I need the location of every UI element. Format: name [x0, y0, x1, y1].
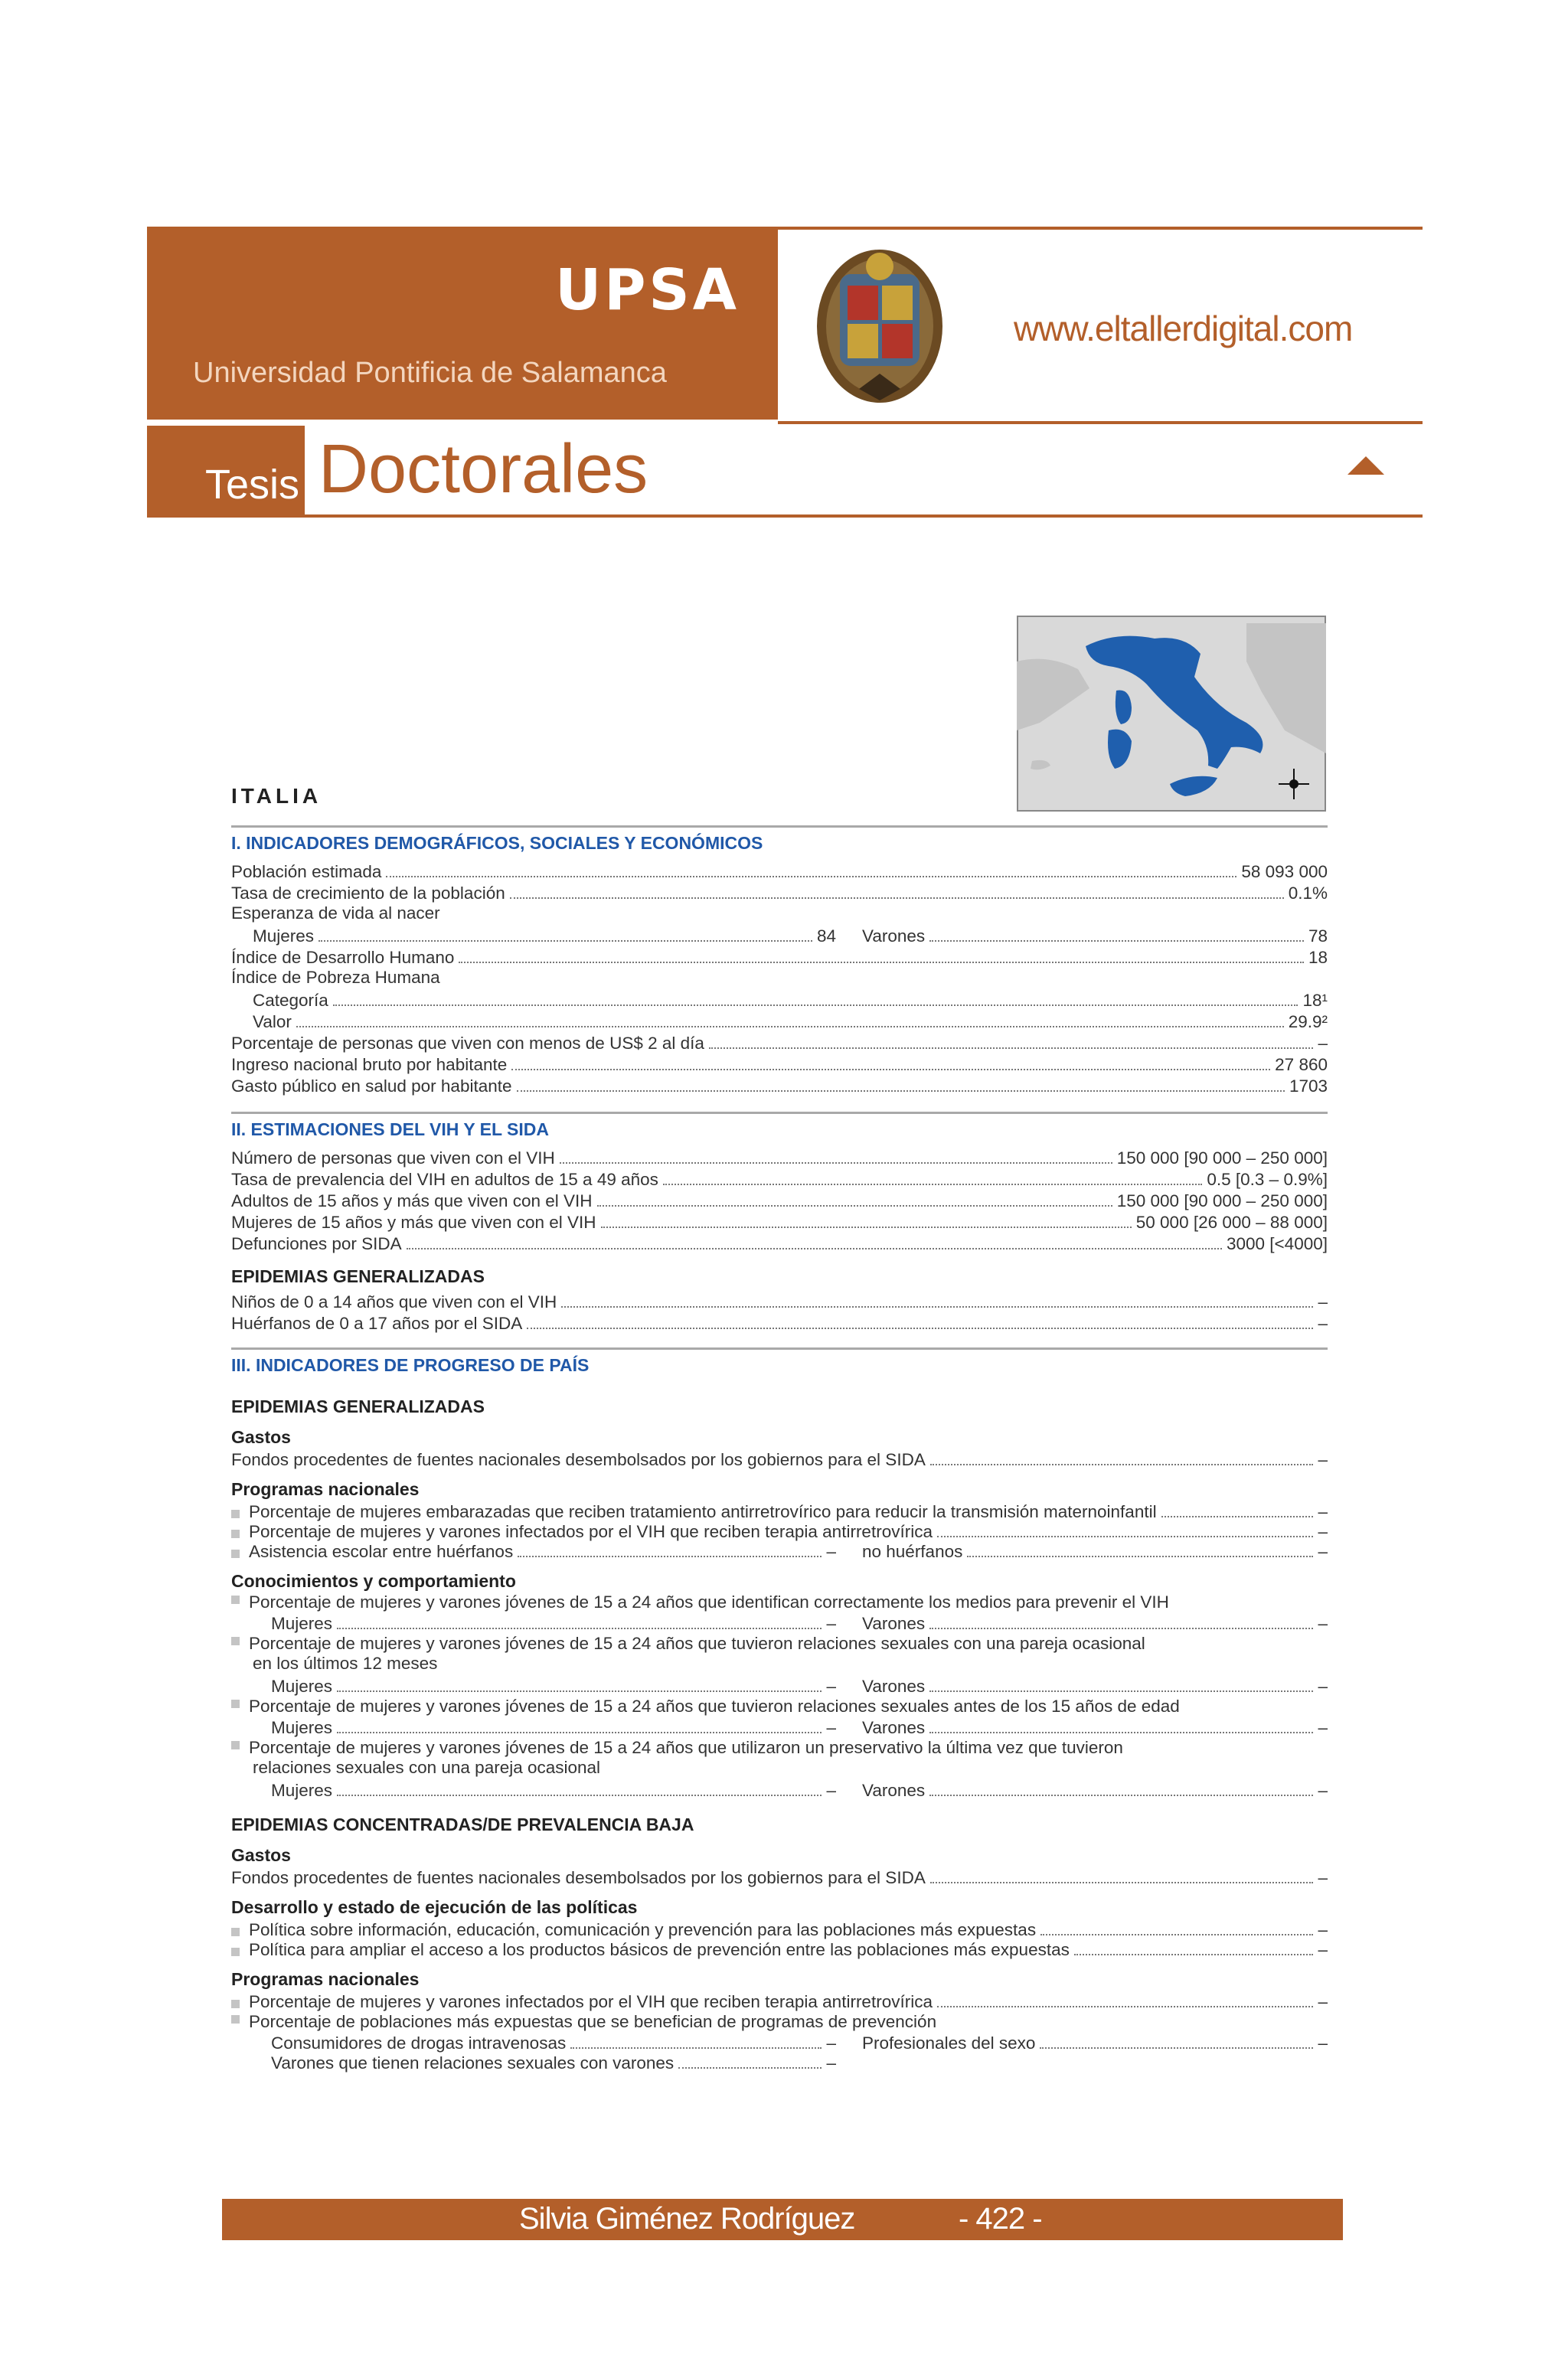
- indicator-row-school: [231, 1540, 1328, 1562]
- indicator-row-pmtct: [231, 1501, 1328, 1522]
- indicator-value: –: [1318, 1450, 1328, 1469]
- indicator-value: 29.9²: [1288, 1012, 1328, 1031]
- indicator-row-children: [231, 1291, 1328, 1312]
- subsection-title: EPIDEMIAS GENERALIZADAS: [231, 1396, 485, 1416]
- indicator-label: Porcentaje de mujeres embarazadas que reciben tratamiento antirretrovírico para reducir la transmisión maternoinfantil: [249, 1502, 1157, 1521]
- indicator-value: –: [1318, 1292, 1328, 1311]
- indicator-value: 78: [1308, 926, 1328, 946]
- indicator-label-k4: Porcentaje de mujeres y varones jóvenes de 15 a 24 años que utilizaron un preservativo la última vez que tuvieron: [231, 1738, 1123, 1758]
- indicator-value: –: [1318, 1920, 1328, 1939]
- group-title: Gastos: [231, 1845, 291, 1865]
- indicator-label: Tasa de prevalencia del VIH en adultos de 15 a 49 años: [231, 1170, 658, 1189]
- italy-map: [1017, 616, 1326, 812]
- indicator-value: –: [1318, 1502, 1328, 1521]
- group-title: Programas nacionales: [231, 1969, 420, 1989]
- indicator-label: Porcentaje de mujeres y varones infectados por el VIH que reciben terapia antirretrovírica: [249, 1522, 933, 1541]
- indicator-label: Categoría: [253, 991, 328, 1010]
- indicator-value: –: [1318, 1314, 1328, 1333]
- indicator-row-prevalence: [231, 1168, 1328, 1190]
- indicator-row-policy-2: [231, 1939, 1328, 1960]
- header-rule: [778, 421, 1423, 424]
- indicator-row-gni: [231, 1053, 1328, 1075]
- indicator-label-k4-cont: relaciones sexuales con una pareja ocasional: [253, 1758, 601, 1777]
- indicator-row-k3-sex: Mujeres – Varones –: [271, 1718, 1328, 1737]
- indicator-value: 27 860: [1275, 1055, 1328, 1074]
- group-title: Conocimientos y comportamiento: [231, 1571, 516, 1591]
- indicator-label: no huérfanos: [862, 1542, 963, 1561]
- indicator-value: 1703: [1289, 1076, 1328, 1096]
- indicator-row-plhiv: [231, 1147, 1328, 1168]
- indicator-label: Política sobre información, educación, comunicación y prevención para las poblaciones más expuestas: [249, 1920, 1037, 1939]
- indicator-value: –: [1318, 1940, 1328, 1959]
- indicator-row-policy-1: [231, 1919, 1328, 1940]
- indicator-row-msm: Varones que tienen relaciones sexuales con varones –: [271, 2053, 836, 2073]
- indicator-row-deaths: [231, 1233, 1328, 1254]
- indicator-label: Adultos de 15 años y más que viven con el VIH: [231, 1191, 593, 1210]
- indicator-row-adults: [231, 1190, 1328, 1211]
- indicator-row-orphans: [231, 1312, 1328, 1334]
- indicator-row-growth: [231, 882, 1328, 903]
- indicator-label-populations: Porcentaje de poblaciones más expuestas que se benefician de programas de prevención: [231, 2012, 936, 2032]
- indicator-label: Gasto público en salud por habitante: [231, 1076, 512, 1096]
- header-rule: [147, 514, 1423, 518]
- indicator-row-value: [231, 1011, 1328, 1032]
- indicator-value: 0.1%: [1288, 884, 1328, 903]
- scroll-up-icon[interactable]: [1348, 456, 1384, 475]
- indicator-row-funds-2: [231, 1867, 1328, 1888]
- section-rule: [231, 1112, 1328, 1114]
- indicator-value: –: [1318, 1034, 1328, 1053]
- series-word-doctorales: Doctorales: [318, 431, 648, 508]
- indicator-value: –: [1318, 1542, 1328, 1561]
- indicator-label: Población estimada: [231, 862, 382, 881]
- header-rule: [778, 227, 1423, 230]
- indicator-label: Niños de 0 a 14 años que viven con el VIH: [231, 1292, 557, 1311]
- indicator-label: Defunciones por SIDA: [231, 1234, 402, 1253]
- indicator-row-k4-sex: Mujeres – Varones –: [271, 1781, 1328, 1800]
- indicator-label: Número de personas que viven con el VIH: [231, 1148, 555, 1168]
- indicator-value: 18: [1308, 948, 1328, 967]
- page-number: - 422 -: [959, 2202, 1042, 2236]
- indicator-row-health-spending: [231, 1075, 1328, 1096]
- indicator-value: 0.5 [0.3 – 0.9%]: [1207, 1170, 1328, 1189]
- university-name: Universidad Pontificia de Salamanca: [193, 357, 667, 389]
- indicator-row-idu-sw: Consumidores de drogas intravenosas – Profesionales del sexo –: [271, 2033, 1328, 2053]
- brand-logo-text: UPSA: [555, 257, 740, 323]
- indicator-label-k3: Porcentaje de mujeres y varones jóvenes de 15 a 24 años que tuvieron relaciones sexuales antes de los 15 años de edad: [231, 1697, 1180, 1717]
- indicator-value: 150 000 [90 000 – 250 000]: [1116, 1148, 1328, 1168]
- indicator-label: Fondos procedentes de fuentes nacionales desembolsados por los gobiernos para el SIDA: [231, 1868, 926, 1887]
- indicator-row-category: [231, 989, 1328, 1011]
- subsection-title: EPIDEMIAS CONCENTRADAS/DE PREVALENCIA BAJA: [231, 1815, 694, 1834]
- university-crest-icon: [813, 243, 947, 408]
- section-2-title: II. ESTIMACIONES DEL VIH Y EL SIDA: [231, 1119, 549, 1139]
- group-title: Gastos: [231, 1427, 291, 1447]
- indicator-value: 50 000 [26 000 – 88 000]: [1135, 1213, 1328, 1232]
- subsection-title: EPIDEMIAS GENERALIZADAS: [231, 1266, 485, 1286]
- section-3-title: III. INDICADORES DE PROGRESO DE PAÍS: [231, 1355, 590, 1375]
- indicator-label-k2-cont: en los últimos 12 meses: [253, 1654, 438, 1673]
- indicator-row-life-expectancy: [231, 925, 1328, 946]
- indicator-label-k1: Porcentaje de mujeres y varones jóvenes de 15 a 24 años que identifican correctamente los medios para prevenir el VIH: [231, 1592, 1169, 1612]
- indicator-value: 3000 [<4000]: [1226, 1234, 1328, 1253]
- indicator-label: Valor: [253, 1012, 292, 1031]
- section-rule: [231, 1347, 1328, 1350]
- group-title: Programas nacionales: [231, 1479, 420, 1499]
- author-name: Silvia Giménez Rodríguez: [519, 2202, 855, 2236]
- indicator-label: Política para ampliar el acceso a los productos básicos de prevención entre las poblaciones más expuestas: [249, 1940, 1070, 1959]
- indicator-row-k1-sex: Mujeres – Varones –: [271, 1614, 1328, 1633]
- brand-panel: [147, 227, 778, 420]
- country-title: ITALIA: [231, 784, 322, 808]
- indicator-row-women: [231, 1211, 1328, 1233]
- indicator-row-art-2: [231, 1991, 1328, 2012]
- website-url[interactable]: www.eltallerdigital.com: [1014, 309, 1353, 348]
- indicator-row-k2-sex: Mujeres – Varones –: [271, 1677, 1328, 1696]
- indicator-value: –: [1318, 1992, 1328, 2011]
- indicator-row-hdi: [231, 946, 1328, 968]
- indicator-value: 58 093 000: [1241, 862, 1328, 881]
- publication-header: [147, 227, 1423, 518]
- indicator-label-k2: Porcentaje de mujeres y varones jóvenes de 15 a 24 años que tuvieron relaciones sexuales con una pareja ocasional: [231, 1634, 1145, 1654]
- indicator-value: –: [1318, 1522, 1328, 1541]
- section-1-title: I. INDICADORES DEMOGRÁFICOS, SOCIALES Y ECONÓMICOS: [231, 833, 763, 853]
- indicator-label: Varones: [862, 926, 926, 946]
- indicator-value: 18¹: [1302, 991, 1328, 1010]
- indicator-value: 84: [816, 926, 836, 946]
- indicator-row-population: [231, 861, 1328, 882]
- indicator-value: 150 000 [90 000 – 250 000]: [1116, 1191, 1328, 1210]
- indicator-label: Porcentaje de mujeres y varones infectados por el VIH que reciben terapia antirretrovírica: [249, 1992, 933, 2011]
- group-title: Desarrollo y estado de ejecución de las políticas: [231, 1897, 638, 1917]
- indicator-label: Tasa de crecimiento de la población: [231, 884, 505, 903]
- indicator-row-art: [231, 1521, 1328, 1542]
- indicator-value: –: [826, 1542, 836, 1561]
- indicator-label: Huérfanos de 0 a 17 años por el SIDA: [231, 1314, 523, 1333]
- section-rule: [231, 825, 1328, 828]
- page-footer: [222, 2199, 1343, 2240]
- indicator-label: Porcentaje de personas que viven con menos de US$ 2 al día: [231, 1034, 704, 1053]
- indicator-label: Índice de Desarrollo Humano: [231, 948, 455, 967]
- series-label-box: [147, 426, 305, 514]
- indicator-row-funds: [231, 1449, 1328, 1470]
- indicator-label: Mujeres: [253, 926, 315, 946]
- indicator-label: Ingreso nacional bruto por habitante: [231, 1055, 508, 1074]
- indicator-label-hpi: Índice de Pobreza Humana: [231, 968, 440, 987]
- series-word-tesis: Tesis: [205, 462, 300, 508]
- indicator-label: Mujeres de 15 años y más que viven con el VIH: [231, 1213, 596, 1232]
- indicator-label: Asistencia escolar entre huérfanos: [249, 1542, 514, 1561]
- indicator-value: –: [1318, 1868, 1328, 1887]
- indicator-label-life: Esperanza de vida al nacer: [231, 903, 440, 923]
- indicator-row-poverty: [231, 1032, 1328, 1053]
- indicator-label: Fondos procedentes de fuentes nacionales desembolsados por los gobiernos para el SIDA: [231, 1450, 926, 1469]
